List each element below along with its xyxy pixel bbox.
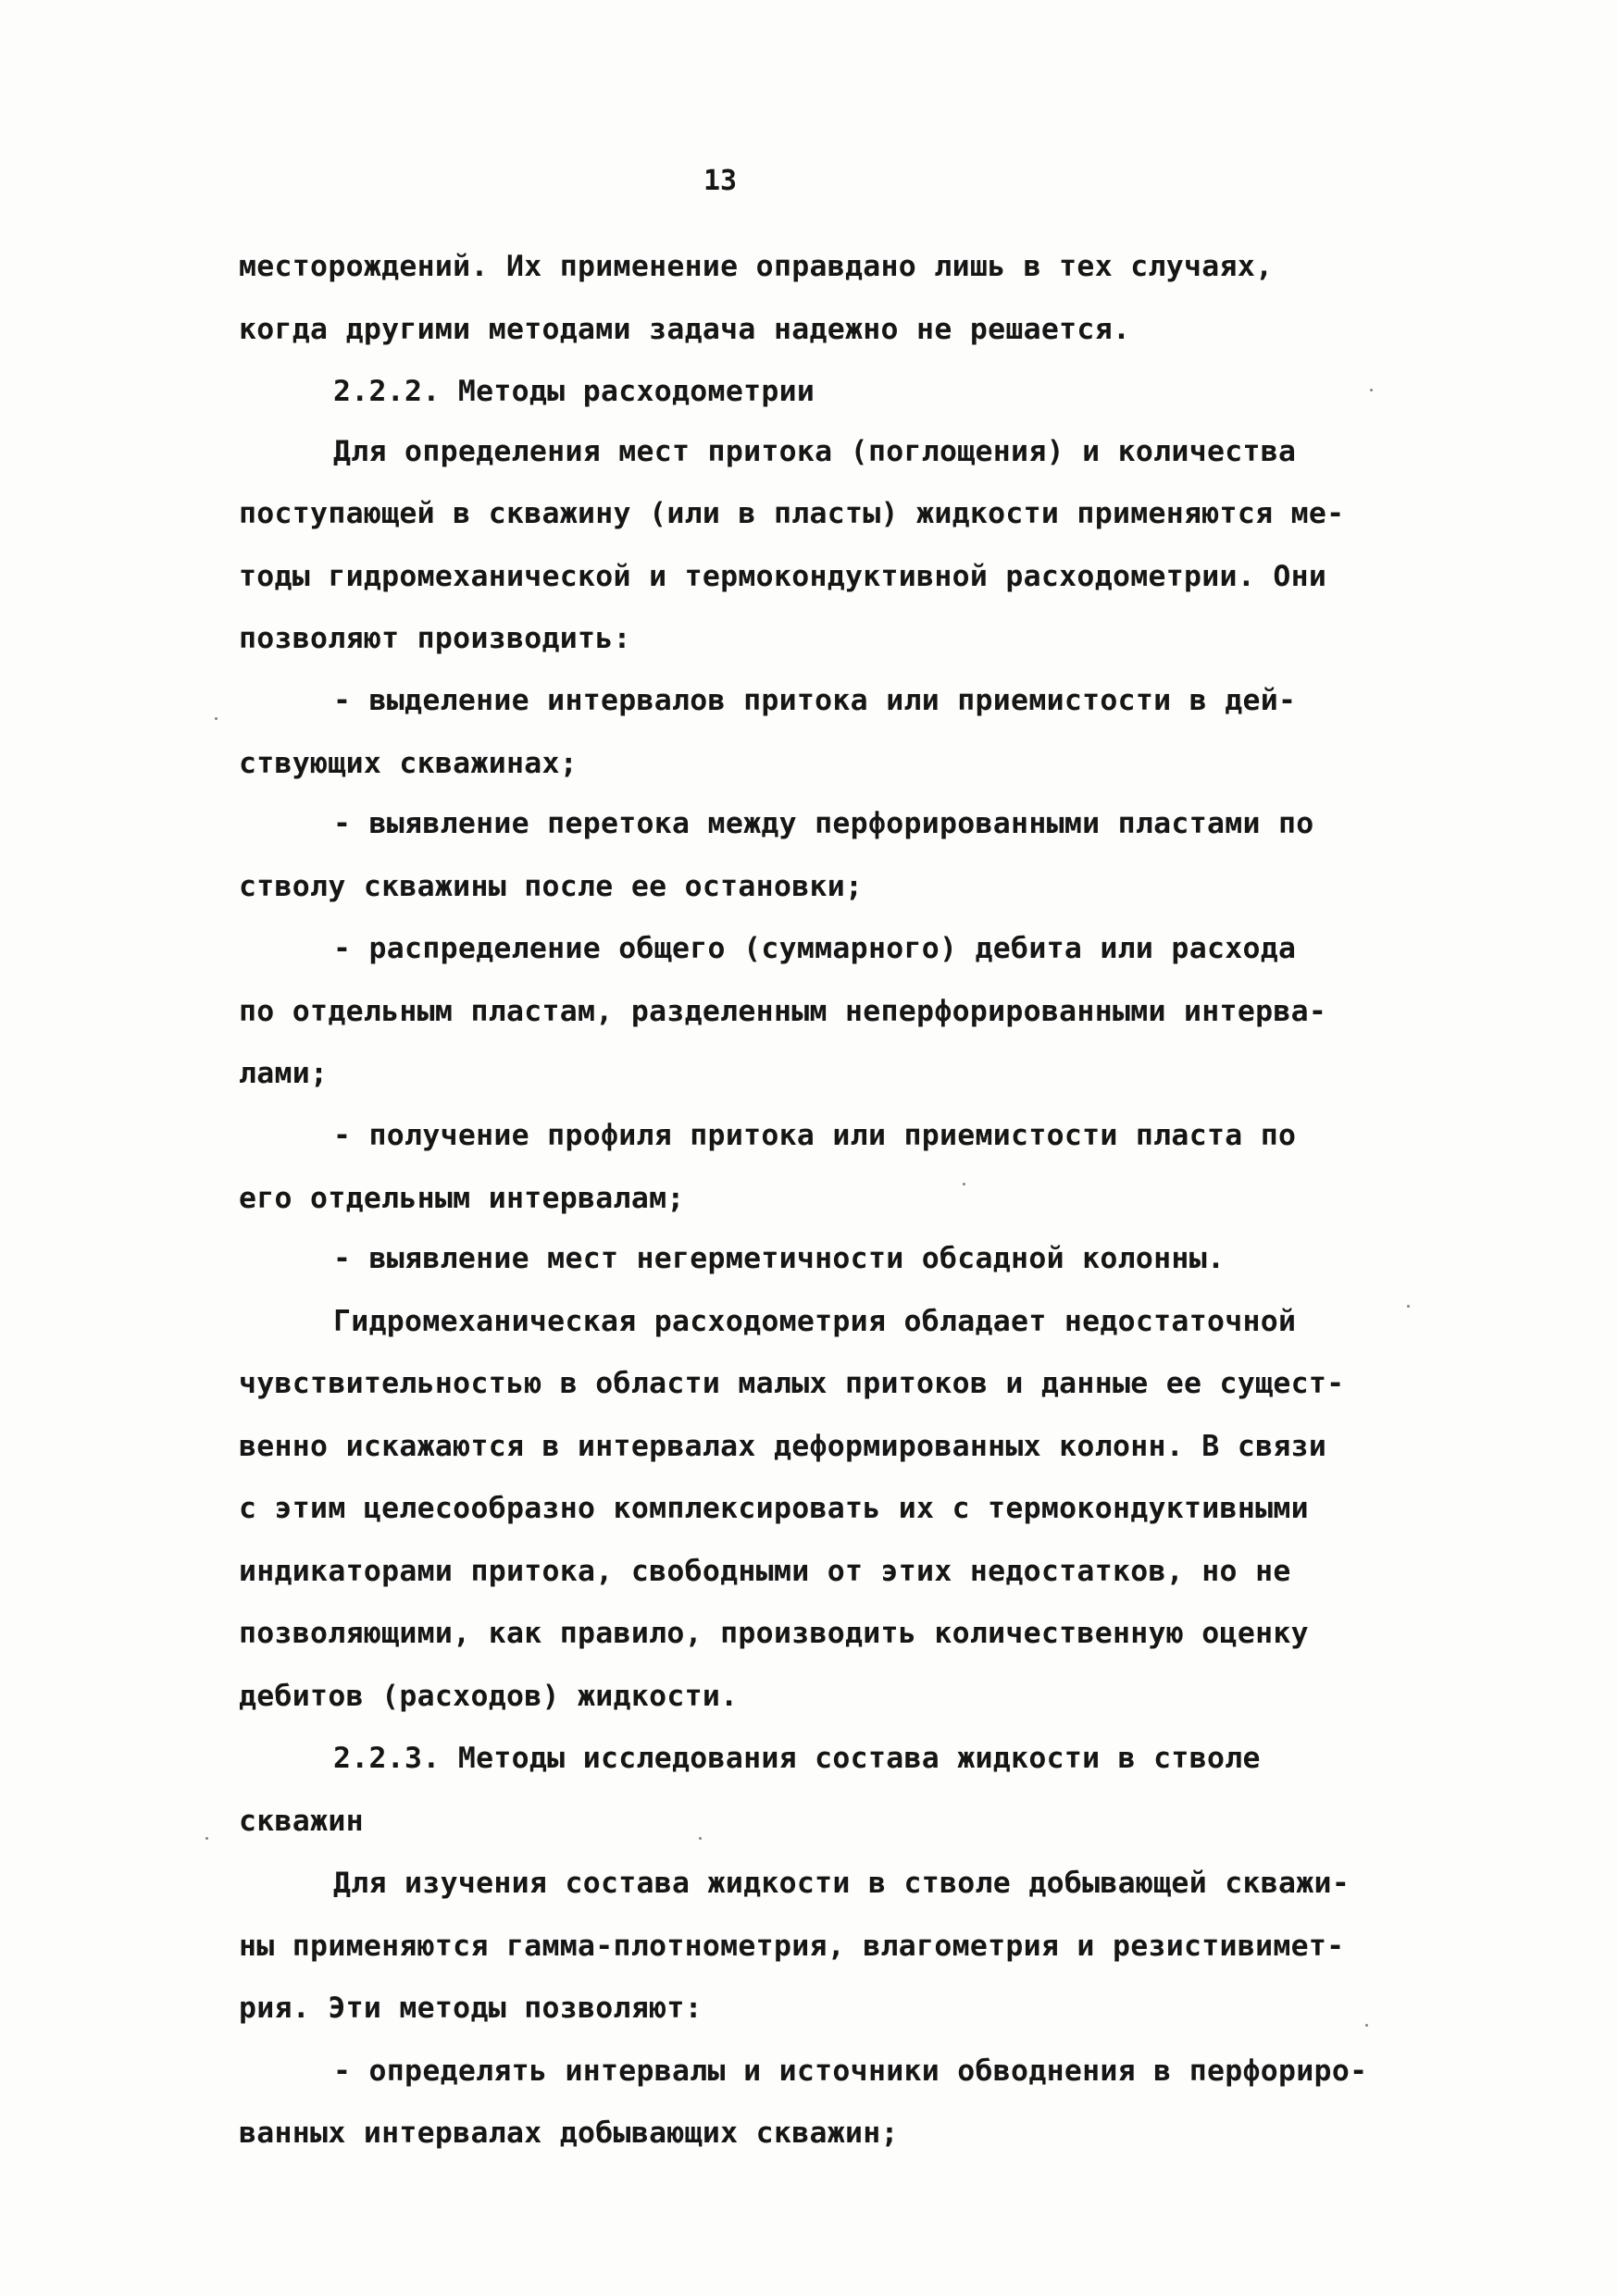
text-line: тоды гидромеханической и термокондуктивной расходометрии. Они (239, 560, 1327, 593)
text-line: месторождений. Их применение оправдано лишь в тех случаях, (239, 250, 1274, 283)
scan-speck (963, 1183, 965, 1185)
text-line: ны применяются гамма-плотнометрия, влагометрия и резистивимет- (239, 1930, 1345, 1963)
scan-speck (1407, 1305, 1410, 1308)
text-line: дебитов (расходов) жидкости. (239, 1680, 739, 1713)
scan-speck (205, 1837, 208, 1840)
text-line: позволяющими, как правило, производить количественную оценку (239, 1617, 1309, 1650)
text-line: его отдельным интервалам; (239, 1182, 685, 1215)
scan-speck (215, 717, 218, 720)
text-line: ствующих скважинах; (239, 747, 579, 780)
text-line: венно искажаются в интервалах деформированных колонн. В связи (239, 1430, 1327, 1463)
text-line: Гидромеханическая расходометрия обладает недостаточной (333, 1305, 1297, 1338)
list-item: - выделение интервалов притока или приемистости в дей- (333, 684, 1297, 717)
scan-speck (699, 1837, 702, 1840)
scan-speck (1370, 389, 1373, 391)
list-item: - выявление перетока между перфорированными пластами по (333, 807, 1314, 840)
section-heading: 2.2.3. Методы исследования состава жидкости в стволе (333, 1742, 1261, 1775)
list-item: - определять интервалы и источники обводнения в перфориро- (333, 2054, 1368, 2088)
text-line: лами; (239, 1057, 329, 1090)
section-heading: скважин (239, 1805, 364, 1838)
list-item: - получение профиля притока или приемистости пласта по (333, 1119, 1297, 1152)
page-number: 13 (703, 165, 738, 197)
text-line: поступающей в скважину (или в пласты) жидкости применяются ме- (239, 497, 1345, 530)
list-item: - распределение общего (суммарного) дебита или расхода (333, 932, 1297, 965)
text-line: Для изучения состава жидкости в стволе добывающей скважи- (333, 1867, 1350, 1900)
list-item: - выявление мест негерметичности обсадной колонны. (333, 1242, 1226, 1275)
text-line: стволу скважины после ее остановки; (239, 870, 864, 903)
section-heading: 2.2.2. Методы расходометрии (333, 375, 815, 408)
scan-speck (1365, 2024, 1368, 2027)
text-line: рия. Эти методы позволяют: (239, 1992, 703, 2025)
text-line: по отдельным пластам, разделенным неперфорированными интерва- (239, 995, 1327, 1028)
text-line: чувствительностью в области малых притоков и данные ее сущест- (239, 1367, 1345, 1400)
text-line: ванных интервалах добывающих скважин; (239, 2116, 899, 2150)
text-line: когда другими методами задача надежно не решается. (239, 313, 1131, 346)
text-line: с этим целесообразно комплексировать их с термокондуктивными (239, 1492, 1309, 1525)
text-line: Для определения мест притока (поглощения) и количества (333, 435, 1297, 468)
text-line: индикаторами притока, свободными от этих недостатков, но не (239, 1555, 1291, 1588)
text-line: позволяют производить: (239, 622, 631, 655)
